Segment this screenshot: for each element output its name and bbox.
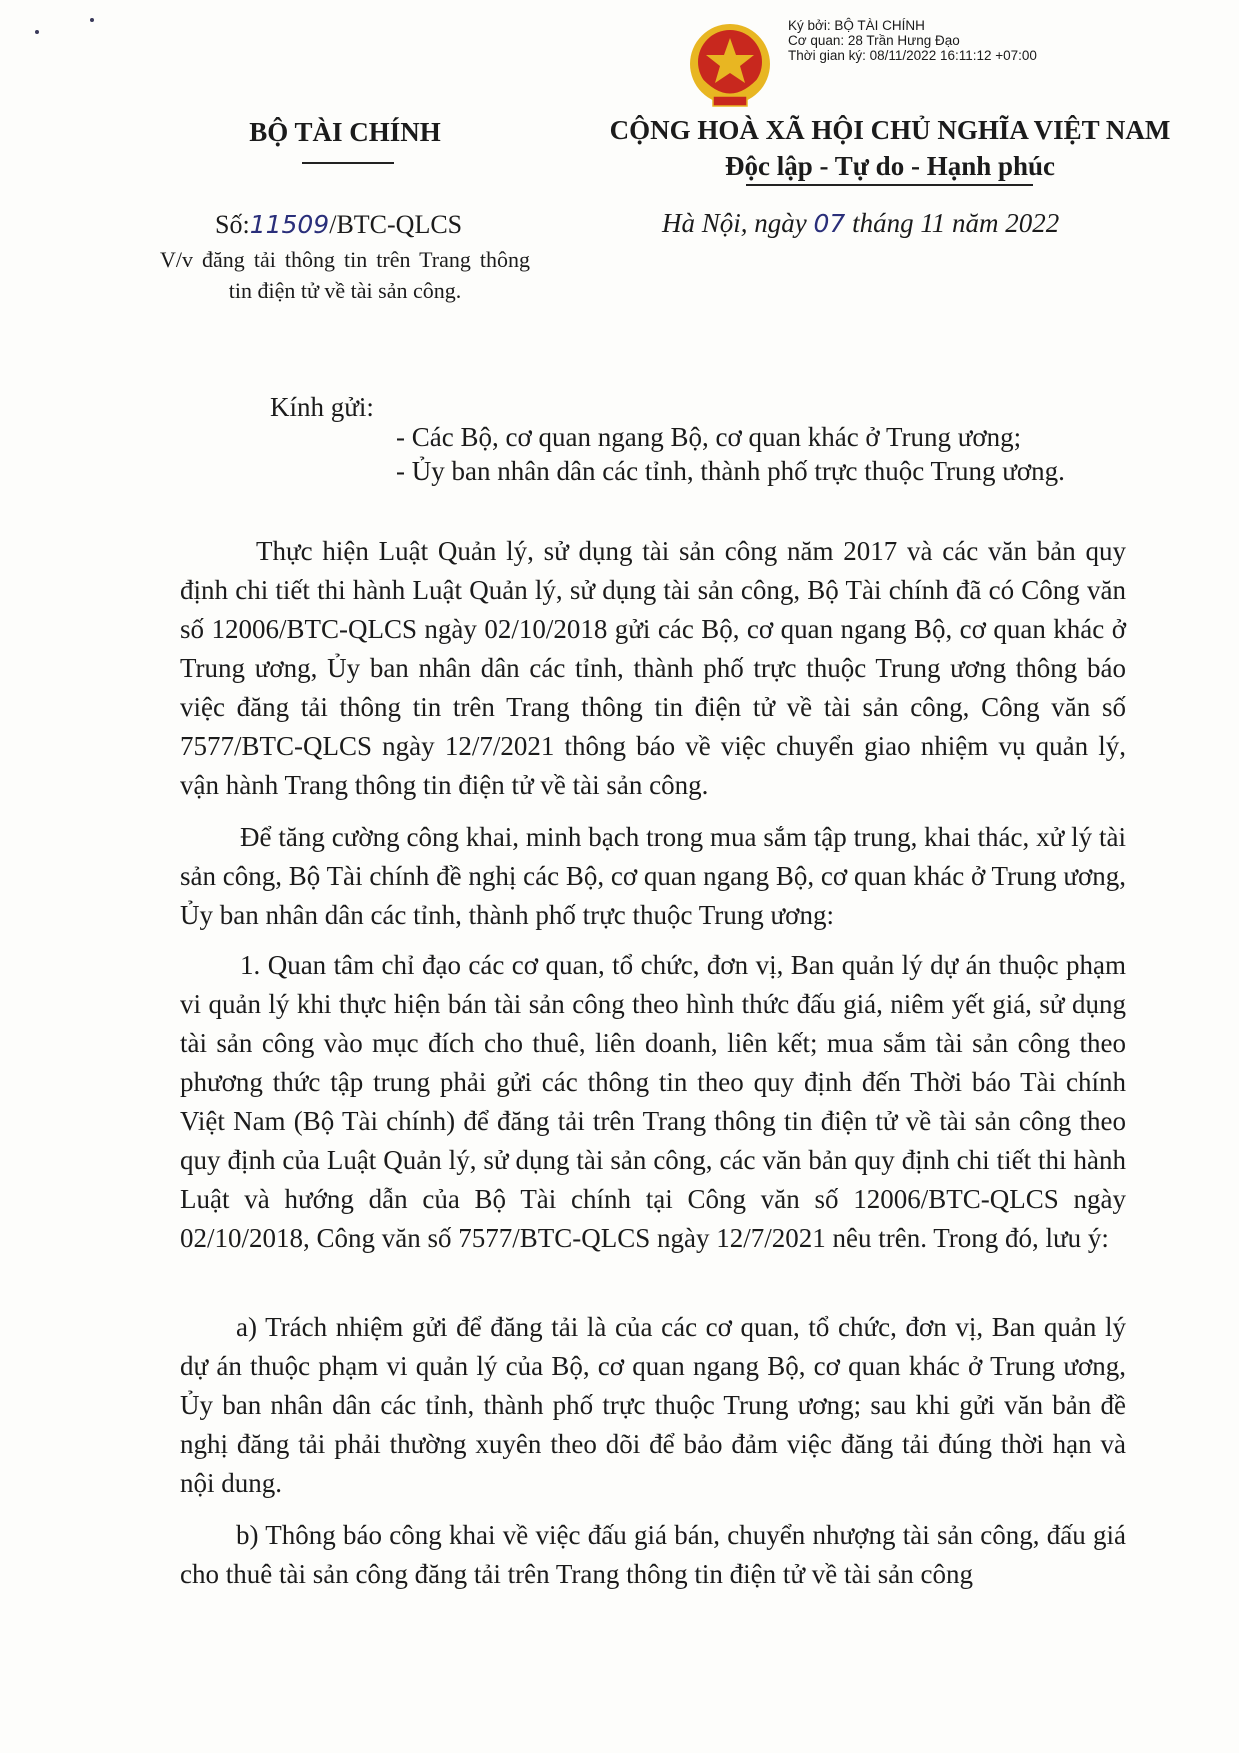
scan-speck	[90, 18, 94, 22]
nation-name: CỘNG HOÀ XÃ HỘI CHỦ NGHĨA VIỆT NAM	[609, 115, 1171, 145]
number-suffix: /BTC-QLCS	[329, 210, 463, 239]
subject-line: V/v đăng tải thông tin trên Trang thông tin điện tử về tài sản công.	[160, 247, 530, 303]
agency-underline	[302, 162, 394, 164]
body-paragraph-5: b) Thông báo công khai về việc đấu giá bán, chuyển nhượng tài sản công, đấu giá cho thuê tài sản công đăng tải trên Trang thông tin điện tử về tài sản công	[180, 1520, 1126, 1589]
sign-time-line: Thời gian ký: 08/11/2022 16:11:12 +07:00	[788, 48, 1037, 63]
body-paragraph-4: a) Trách nhiệm gửi để đăng tải là của các cơ quan, tổ chức, đơn vị, Ban quản lý dự án thuộc phạm vi quản lý của Bộ, cơ quan ngang Bộ, cơ quan khác ở Trung ương, Ủy ban nhân dân các tỉnh, thành phố trực thuộc Trung ương; sau khi gửi văn bản đề nghị đăng tải phải thường xuyên theo dõi để bảo đảm việc đăng tải đúng thời hạn và nội dung.	[180, 1312, 1126, 1498]
date-suffix: tháng 11 năm 2022	[852, 208, 1060, 238]
signer-line: Ký bởi: BỘ TÀI CHÍNH	[788, 18, 925, 33]
body-paragraph-1: Thực hiện Luật Quản lý, sử dụng tài sản công năm 2017 và các văn bản quy định chi tiết thi hành Luật Quản lý, sử dụng tài sản công, Bộ Tài chính đã có Công văn số 12006/BTC-QLCS ngày 02/10/2018 gửi các Bộ, cơ quan ngang Bộ, cơ quan khác ở Trung ương, Ủy ban nhân dân các tỉnh, thành phố trực thuộc Trung ương thông báo việc đăng tải thông tin trên Trang thông tin điện tử về tài sản công, Công văn số 7577/BTC-QLCS ngày 12/7/2021 thông báo về việc chuyển giao nhiệm vụ quản lý, vận hành Trang thông tin điện tử về tài sản công.	[180, 536, 1126, 800]
national-motto: Độc lập - Tự do - Hạnh phúc	[724, 151, 1056, 181]
number-prefix: Số:	[215, 210, 250, 239]
body-paragraph-3: 1. Quan tâm chỉ đạo các cơ quan, tổ chức, đơn vị, Ban quản lý dự án thuộc phạm vi quản lý khi thực hiện bán tài sản công theo hình thức đấu giá, niêm yết giá, sử dụng tài sản công vào mục đích cho thuê, liên doanh, liên kết; mua sắm tài sản công theo phương thức tập trung phải gửi các thông tin theo quy định đến Thời báo Tài chính Việt Nam (Bộ Tài chính) để đăng tải trên Trang thông tin điện tử về tài sản công theo quy định của Luật Quản lý, sử dụng tài sản công, các văn bản quy định chi tiết thi hành Luật và hướng dẫn của Bộ Tài chính tại Công văn số 12006/BTC-QLCS ngày 02/10/2018, Công văn số 7577/BTC-QLCS ngày 12/7/2021 nêu trên. Trong đó, lưu ý:	[180, 950, 1126, 1253]
motto-underline	[746, 184, 1033, 186]
national-title	[560, 112, 1220, 184]
emblem-banner	[713, 96, 747, 106]
recipient-item: - Ủy ban nhân dân các tỉnh, thành phố trực thuộc Trung ương.	[396, 456, 1065, 486]
digital-signature-block	[788, 18, 1037, 63]
handwritten-number: 11509	[249, 210, 330, 239]
issuing-agency: BỘ TÀI CHÍNH	[249, 117, 441, 147]
document-number	[215, 210, 462, 240]
recipient-item: - Các Bộ, cơ quan ngang Bộ, cơ quan khác ở Trung ương;	[396, 422, 1022, 452]
handwritten-day: 07	[813, 209, 846, 238]
agency-line: Cơ quan: 28 Trần Hưng Đạo	[788, 33, 960, 48]
issue-date	[662, 208, 1059, 239]
body-paragraph-2: Để tăng cường công khai, minh bạch trong mua sắm tập trung, khai thác, xử lý tài sản công, Bộ Tài chính đề nghị các Bộ, cơ quan ngang Bộ, cơ quan khác ở Trung ương, Ủy ban nhân dân các tỉnh, thành phố trực thuộc Trung ương:	[180, 822, 1126, 930]
scan-speck	[35, 30, 39, 34]
national-emblem-icon	[685, 20, 775, 114]
recipients-label: Kính gửi:	[270, 392, 374, 422]
date-prefix: Hà Nội, ngày	[662, 208, 807, 238]
